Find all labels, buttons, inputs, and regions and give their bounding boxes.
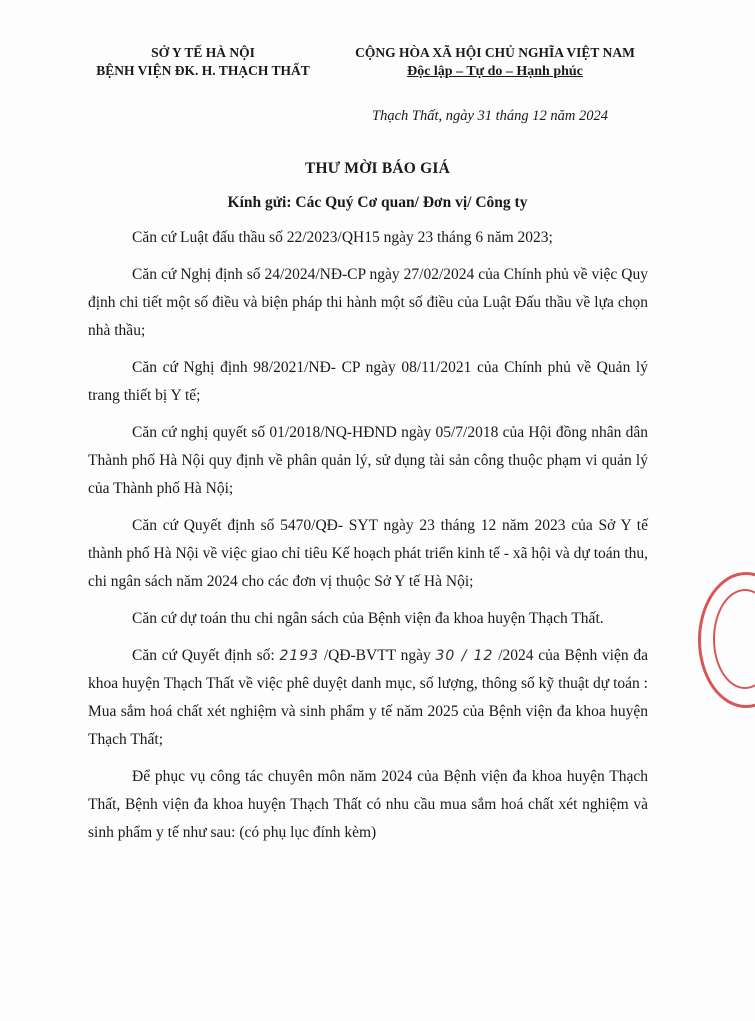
document-date: Thạch Thất, ngày 31 tháng 12 năm 2024 — [372, 108, 609, 124]
document-greeting: Kính gửi: Các Quý Cơ quan/ Đơn vị/ Công ty — [227, 194, 528, 211]
issuer-header — [88, 44, 318, 80]
national-motto: Độc lập – Tự do – Hạnh phúc — [407, 64, 583, 79]
paragraph-decision-2193 — [88, 642, 648, 754]
document-title: THƯ MỜI BÁO GIÁ — [305, 160, 450, 177]
paragraph-decree-98: Căn cứ Nghị định 98/2021/NĐ- CP ngày 08/11/2021 của Chính phủ về Quản lý trang thiết bị Y tế; — [88, 359, 648, 404]
document-body — [88, 224, 648, 856]
issuer-department: SỞ Y TẾ HÀ NỘI — [151, 45, 255, 60]
national-name: CỘNG HÒA XÃ HỘI CHỦ NGHĨA VIỆT NAM — [355, 45, 635, 60]
decision-prefix: Căn cứ Quyết định số: — [132, 647, 280, 664]
issuer-hospital: BỆNH VIỆN ĐK. H. THẠCH THẤT — [96, 63, 310, 78]
national-header — [345, 44, 645, 81]
paragraph-closing: Để phục vụ công tác chuyên môn năm 2024 của Bệnh viện đa khoa huyện Thạch Thất, Bệnh viện đa khoa huyện Thạch Thất có nhu cầu mua sắm hoá chất xét nghiệm và sinh phẩm y tế như sau: (có phụ lục đính kèm) — [88, 768, 648, 841]
paragraph-law: Căn cứ Luật đấu thầu số 22/2023/QH15 ngày 23 tháng 6 năm 2023; — [132, 229, 553, 246]
red-seal-stamp — [698, 572, 755, 708]
decision-suffix: /2024 của Bệnh viện đa khoa huyện Thạch Thất về việc phê duyệt danh mục, số lượng, thông số kỹ thuật dự toán : Mua sắm hoá chất xét nghiệm và sinh phẩm y tế năm 2025 của Bệnh viện đa khoa huyện Thạch Thất; — [88, 647, 648, 748]
paragraph-decree-24: Căn cứ Nghị định số 24/2024/NĐ-CP ngày 27/02/2024 của Chính phủ về việc Quy định chi tiết một số điều và biện pháp thi hành một số điều của Luật Đấu thầu về lựa chọn nhà thầu; — [88, 266, 648, 339]
red-seal-inner-ring — [713, 589, 755, 689]
paragraph-decision-5470: Căn cứ Quyết định số 5470/QĐ- SYT ngày 23 tháng 12 năm 2023 của Sở Y tế thành phố Hà Nội về việc giao chỉ tiêu Kế hoạch phát triển kinh tế - xã hội và dự toán thu, chi ngân sách năm 2024 cho các đơn vị thuộc Sở Y tế Hà Nội; — [88, 517, 648, 590]
handwritten-decision-number: 2193 — [279, 648, 320, 664]
paragraph-resolution: Căn cứ nghị quyết số 01/2018/NQ-HĐND ngày 05/7/2018 của Hội đồng nhân dân Thành phố Hà Nội quy định về phân quản lý, sử dụng tài sản công thuộc phạm vi quản lý của Thành phố Hà Nội; — [88, 424, 648, 497]
decision-mid: /QĐ-BVTT ngày — [319, 647, 436, 664]
handwritten-decision-date: 30 / 12 — [435, 648, 494, 664]
paragraph-budget: Căn cứ dự toán thu chi ngân sách của Bệnh viện đa khoa huyện Thạch Thất. — [132, 610, 604, 627]
